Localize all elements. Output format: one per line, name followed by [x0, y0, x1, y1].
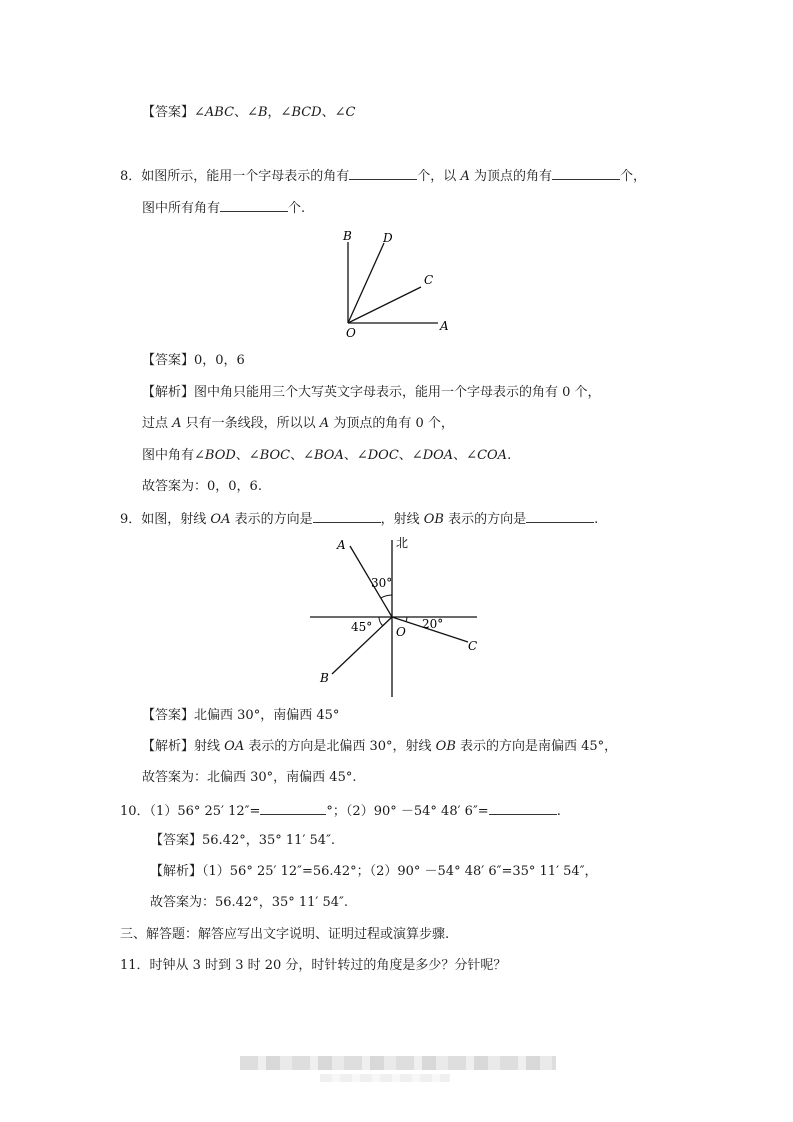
analysis-label: 【解析】 — [150, 864, 203, 879]
q10-conclusion: 故答案为：56.42°，35° 11′ 54″. — [150, 895, 349, 910]
q10-line1: 10．（1）56° 25′ 12″= °；（2）90° －54° 48′ 6″= . — [120, 801, 561, 821]
question-number: 11． — [120, 958, 150, 973]
label-d: D — [383, 231, 393, 245]
question-number: 9． — [120, 512, 142, 527]
label-b: B — [320, 671, 329, 685]
label-20-degrees: 20° — [422, 617, 444, 631]
q8-analysis3: 图中角有∠BOD、∠BOC、∠BOA、∠DOC、∠DOA、∠COA. — [142, 448, 512, 463]
answer-blank — [220, 198, 288, 212]
q9-answer — [142, 707, 339, 725]
label-b: B — [343, 229, 352, 243]
label-c: C — [468, 639, 478, 653]
q8-analysis1: 【解析】图中角只能用三个大写英文字母表示，能用一个字母表示的角有 0 个， — [142, 385, 601, 400]
arc-30 — [381, 595, 392, 598]
q11-line: 11．时钟从 3 时到 3 时 20 分，时针转过的角度是多少？分针呢？ — [120, 958, 507, 973]
answer-blank — [552, 166, 620, 180]
section-3-title: 三、解答题：解答应写出文字说明、证明过程或演算步骤. — [120, 927, 450, 942]
analysis-label: 【解析】 — [142, 739, 195, 754]
q10-answer — [150, 832, 335, 850]
q10-analysis: 【解析】（1）56° 25′ 12″=56.42°；（2）90° －54° 48′ 6″=35° 11′ 54″， — [150, 864, 598, 879]
label-c: C — [424, 273, 434, 287]
answer-text: 北偏西 30°，南偏西 45° — [194, 708, 340, 723]
arc-45 — [379, 617, 383, 626]
ray-oc — [348, 287, 421, 323]
q9-conclusion: 故答案为：北偏西 30°，南偏西 45°. — [142, 770, 357, 785]
answer-blank — [260, 801, 326, 815]
label-o: O — [346, 326, 356, 340]
answer-label: 【答案】 — [142, 708, 195, 723]
answer-blank — [526, 509, 594, 523]
answer-text: ∠ABC、∠B，∠BCD、∠C — [194, 105, 356, 120]
answer-label: 【答案】 — [142, 353, 195, 368]
question-number: 8． — [120, 169, 142, 184]
label-a: A — [440, 319, 449, 333]
answer-label: 【答案】 — [142, 105, 195, 120]
analysis-label: 【解析】 — [142, 385, 195, 400]
q9-analysis: 【解析】射线 OA 表示的方向是北偏西 30°，射线 OB 表示的方向是南偏西 45°， — [142, 739, 618, 754]
q8-line1: 8．如图所示，能用一个字母表示的角有 个，以 A 为顶点的角有 个， — [120, 166, 646, 186]
ray-od — [348, 243, 384, 323]
blurred-footer — [240, 1056, 556, 1070]
answer-blank — [489, 801, 557, 815]
answer-blank — [349, 166, 417, 180]
q9-figure — [305, 532, 490, 704]
prev-answer-line — [142, 104, 355, 122]
answer-text: 0，0，6 — [194, 353, 245, 368]
q8-conclusion: 故答案为：0，0，6. — [142, 479, 262, 494]
q8-line2: 图中所有角有 个. — [142, 198, 305, 218]
label-north: 北 — [396, 536, 409, 550]
q8-figure — [335, 225, 460, 343]
label-45-degrees: 45° — [351, 620, 373, 634]
q8-analysis2: 过点 A 只有一条线段，所以以 A 为顶点的角有 0 个， — [142, 416, 454, 431]
question-number: 10． — [120, 804, 150, 819]
answer-text: 56.42°，35° 11′ 54″. — [202, 833, 336, 848]
label-30-degrees: 30° — [371, 576, 393, 590]
label-o: O — [396, 625, 406, 639]
blurred-footer-sub — [320, 1074, 450, 1082]
q9-line1: 9．如图，射线 OA 表示的方向是 ，射线 OB 表示的方向是 . — [120, 509, 598, 529]
q8-answer — [142, 352, 245, 370]
label-a: A — [337, 538, 346, 552]
answer-label: 【答案】 — [150, 833, 203, 848]
answer-blank — [313, 509, 381, 523]
